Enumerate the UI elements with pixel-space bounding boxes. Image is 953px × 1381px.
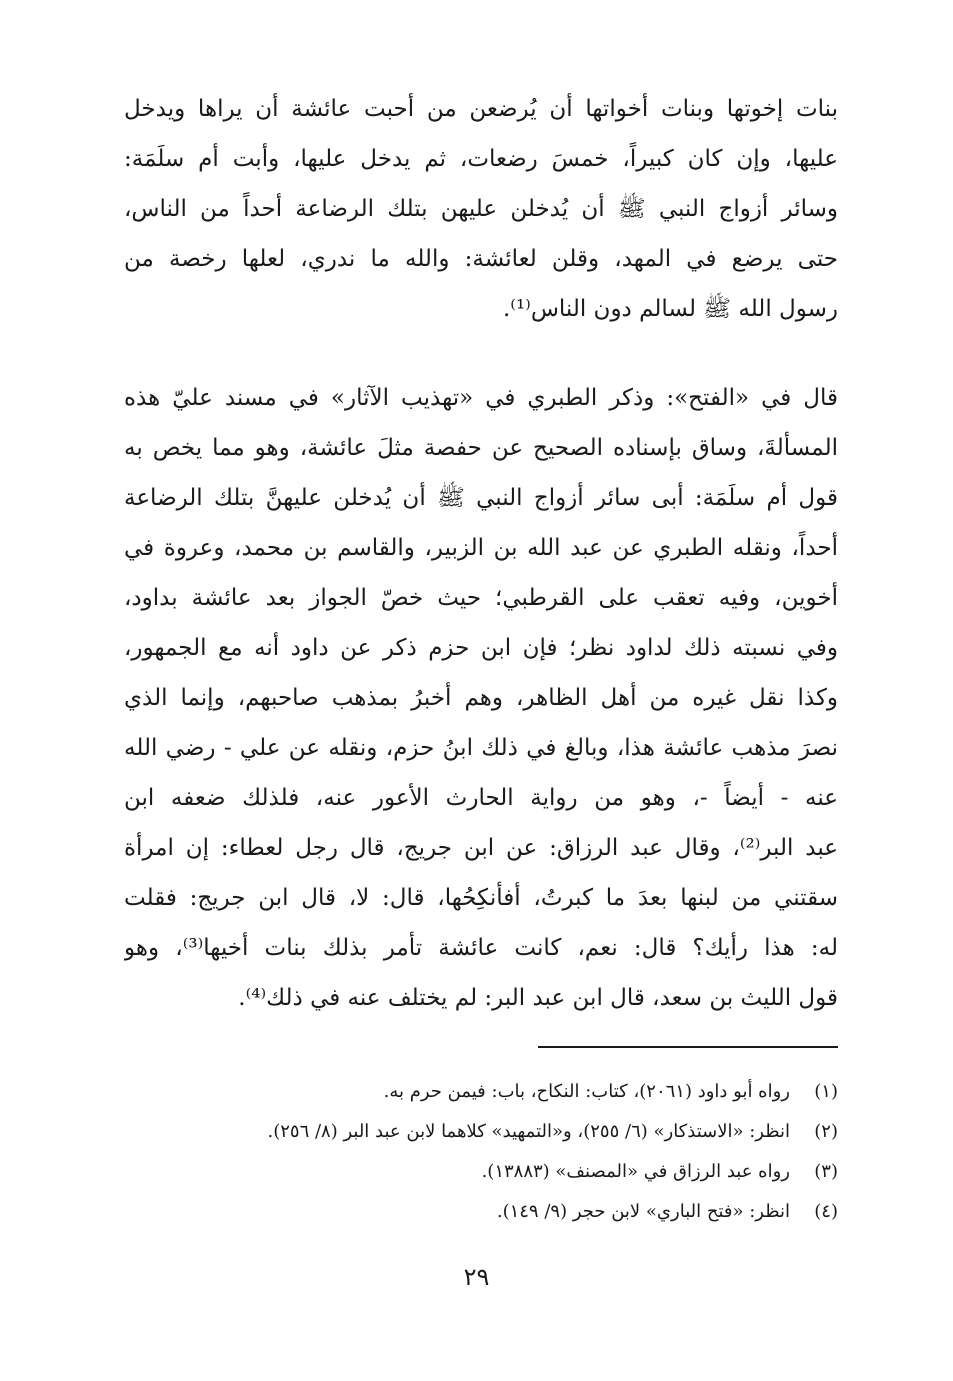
text-line: أحداً، ونقله الطبري عن عبد الله بن الزبير، والقاسم بن محمد، وعروة في [124,535,838,561]
footnote-number: (٢) [814,1121,838,1142]
footnote-text: انظر: «الاستذكار» (٦/ ٢٥٥)، و«التمهيد» كلاهما لابن عبد البر (٨/ ٢٥٦). [267,1121,790,1142]
footnote-2 [124,1112,838,1152]
footnote-text: انظر: «فتح الباري» لابن حجر (٩/ ١٤٩). [496,1201,790,1222]
footnote-text: رواه عبد الرزاق في «المصنف» (١٣٨٨٣). [481,1161,790,1182]
text-line: نصرَ مذهب عائشة هذا، وبالغ في ذلك ابنُ حزم، ونقله عن علي - رضي الله [124,735,838,761]
body-paragraph-2 [124,373,838,1023]
text-line: عنه - أيضاً -، وهو من رواية الحارث الأعور عنه، فلذلك ضعفه ابن [124,785,838,811]
text-line: المسألةَ، وساق بإسناده الصحيح عن حفصة مثلَ عائشة، وهو مما يخص به [124,435,838,461]
text-line: قول الليث بن سعد، قال ابن عبد البر: لم يختلف عنه في ذلك⁽⁴⁾. [238,985,838,1011]
text-line: قول أم سلَمَة: أبى سائر أزواج النبي ﷺ أن يُدخلن عليهنَّ بتلك الرضاعة [124,485,838,511]
text-line: سقتني من لبنها بعدَ ما كبرتُ، أفأنكِحُها، قال: لا، قال ابن جريج: فقلت [124,885,838,911]
text-line: رسول الله ﷺ لسالم دون الناس⁽¹⁾. [502,296,838,322]
footnote-number: (٣) [814,1161,838,1182]
footnote-4 [124,1192,838,1232]
text-line: له: هذا رأيك؟ قال: نعم، كانت عائشة تأمر بذلك بنات أخيها⁽³⁾، وهو [124,935,838,961]
footnote-text: رواه أبو داود (٢٠٦١)، كتاب: النكاح، باب: فيمن حرم به. [383,1081,790,1102]
footnote-number: (٤) [814,1201,838,1222]
footnote-separator [538,1046,838,1048]
footnote-1 [124,1072,838,1112]
text-line: بنات إخوتها وبنات أخواتها أن يُرضعن من أحبت عائشة أن يراها ويدخل [124,96,838,122]
body-paragraph-1 [124,84,838,334]
text-line: وكذا نقل غيره من أهل الظاهر، وهم أخبرُ بمذهب صاحبهم، وإنما الذي [124,685,838,711]
text-line: أخوين، وفيه تعقب على القرطبي؛ حيث خصّ الجواز بعد عائشة بداود، [124,585,838,611]
text-line: قال في «الفتح»: وذكر الطبري في «تهذيب الآثار» في مسند عليّ هذه [124,385,838,411]
page-number: ٢٩ [463,1263,490,1291]
text-line: وفي نسبته ذلك لداود نظر؛ فإن ابن حزم ذكر عن داود أنه مع الجمهور، [124,635,838,661]
text-line: وسائر أزواج النبي ﷺ أن يُدخلن عليهن بتلك الرضاعة أحداً من الناس، [124,196,838,222]
footnote-number: (١) [814,1081,838,1102]
text-line: عليها، وإن كان كبيراً، خمسَ رضعات، ثم يدخل عليها، وأبت أم سلَمَة: [124,146,838,172]
text-line: عبد البر⁽²⁾، وقال عبد الرزاق: عن ابن جريج، قال رجل لعطاء: إن امرأة [124,835,838,861]
footnote-3 [124,1152,838,1192]
text-line: حتى يرضع في المهد، وقلن لعائشة: والله ما ندري، لعلها رخصة من [124,246,838,272]
footnotes [124,1072,838,1232]
